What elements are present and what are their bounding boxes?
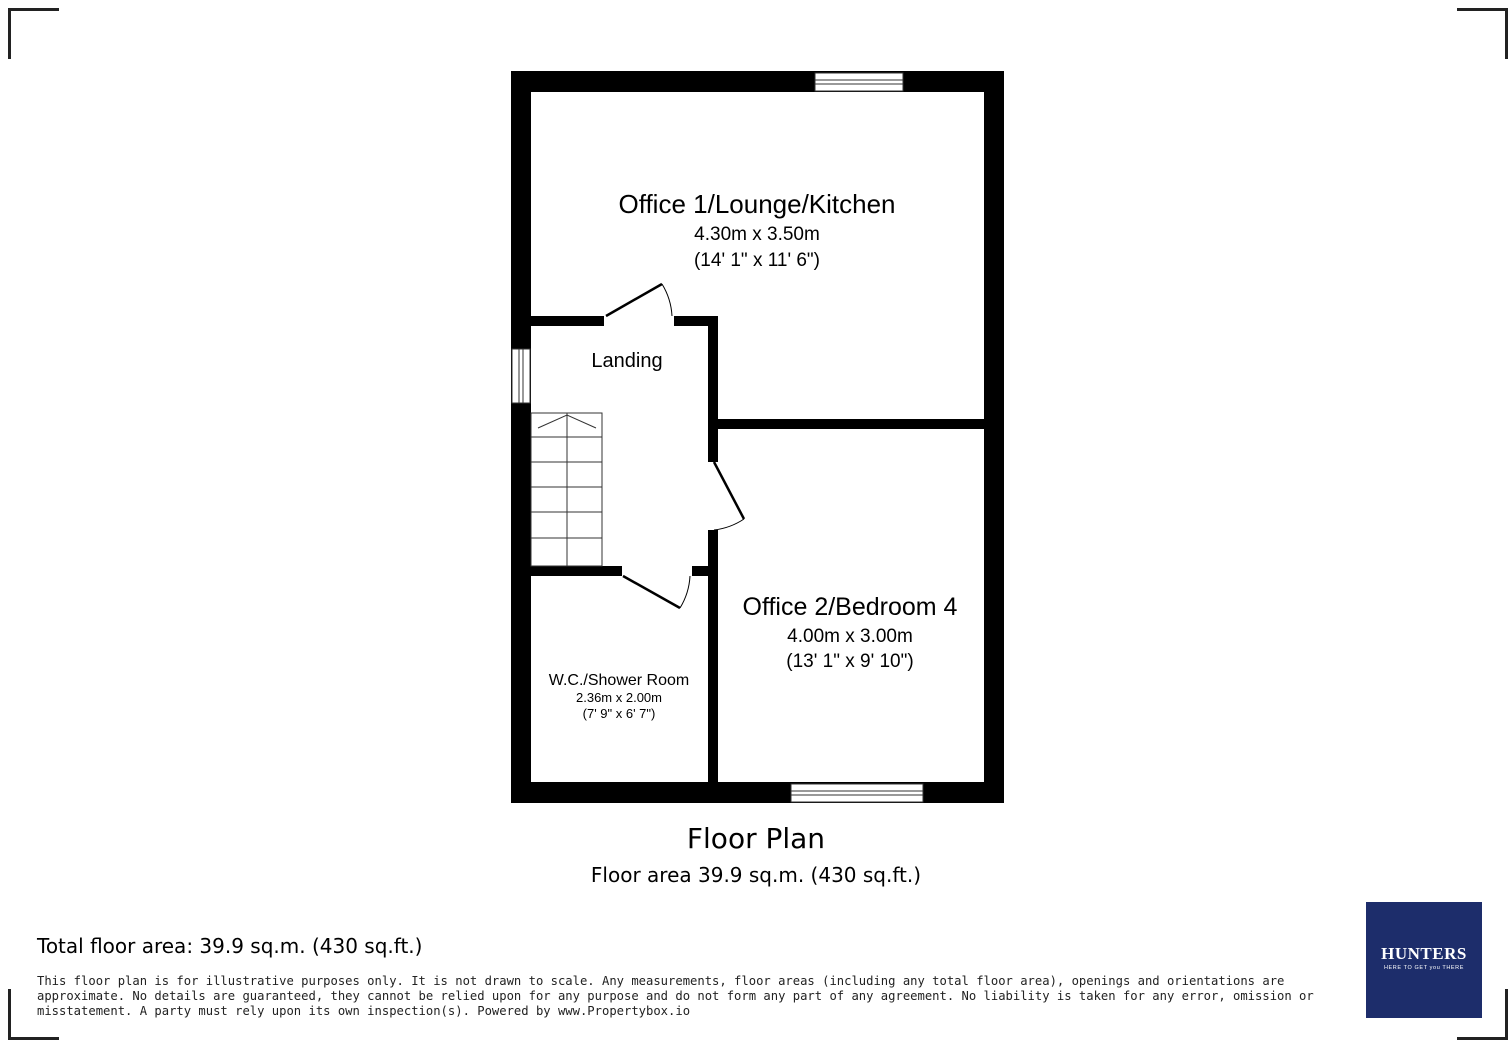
room-metric-office1: 4.30m x 3.50m — [694, 224, 820, 245]
plan-title: Floor Plan — [686, 822, 826, 855]
window-bottom — [791, 784, 923, 802]
wall-landing-top-left — [531, 316, 604, 326]
logo-tagline: HERE TO GET you THERE — [1383, 965, 1465, 971]
window-left — [512, 349, 530, 403]
logo-name: HUNTERS — [1381, 944, 1467, 963]
wall-left — [511, 71, 531, 803]
staircase — [531, 413, 602, 566]
door-office2 — [714, 462, 744, 519]
room-imperial-wc: (7' 9" x 6' 7") — [582, 706, 656, 721]
door-office1 — [606, 284, 662, 316]
room-metric-office2: 4.00m x 3.00m — [787, 626, 913, 647]
room-metric-wc: 2.36m x 2.00m — [576, 690, 662, 705]
room-name-office2: Office 2/Bedroom 4 — [742, 593, 958, 621]
room-name-wc: W.C./Shower Room — [548, 672, 690, 689]
total-floor-area: Total floor area: 39.9 sq.m. (430 sq.ft.) — [37, 934, 423, 958]
disclaimer-text: This floor plan is for illustrative purposes only. It is not drawn to scale. Any measurements, floor areas (including any total floor area), openings and orientations are approximate. No details are guaranteed, they cannot be relied upon for any purpose and do not form any part of any agreement. No liability is taken for any error, omission or misstatement. A party must rely upon its own inspection(s). Powered by www.Propertybox.io — [37, 974, 1314, 1018]
room-imperial-office1: (14' 1" x 11' 6") — [693, 250, 821, 271]
wall-top — [511, 71, 1004, 92]
wall-wc-top-left — [531, 566, 622, 576]
wall-bedroom-top — [708, 419, 986, 429]
wall-landing-right-upper — [708, 316, 718, 422]
window-top — [815, 73, 903, 91]
wall-right — [984, 71, 1004, 803]
room-name-landing: Landing — [591, 350, 663, 372]
wall-bottom — [511, 782, 1004, 803]
plan-floor-area: Floor area 39.9 sq.m. (430 sq.ft.) — [590, 863, 922, 887]
room-imperial-office2: (13' 1" x 9' 10") — [786, 651, 914, 672]
room-name-office1: Office 1/Lounge/Kitchen — [618, 189, 896, 219]
hunters-logo — [1366, 902, 1482, 1018]
doors — [606, 284, 744, 608]
door-wc — [623, 576, 680, 608]
wall-wc-top-right — [692, 566, 710, 576]
